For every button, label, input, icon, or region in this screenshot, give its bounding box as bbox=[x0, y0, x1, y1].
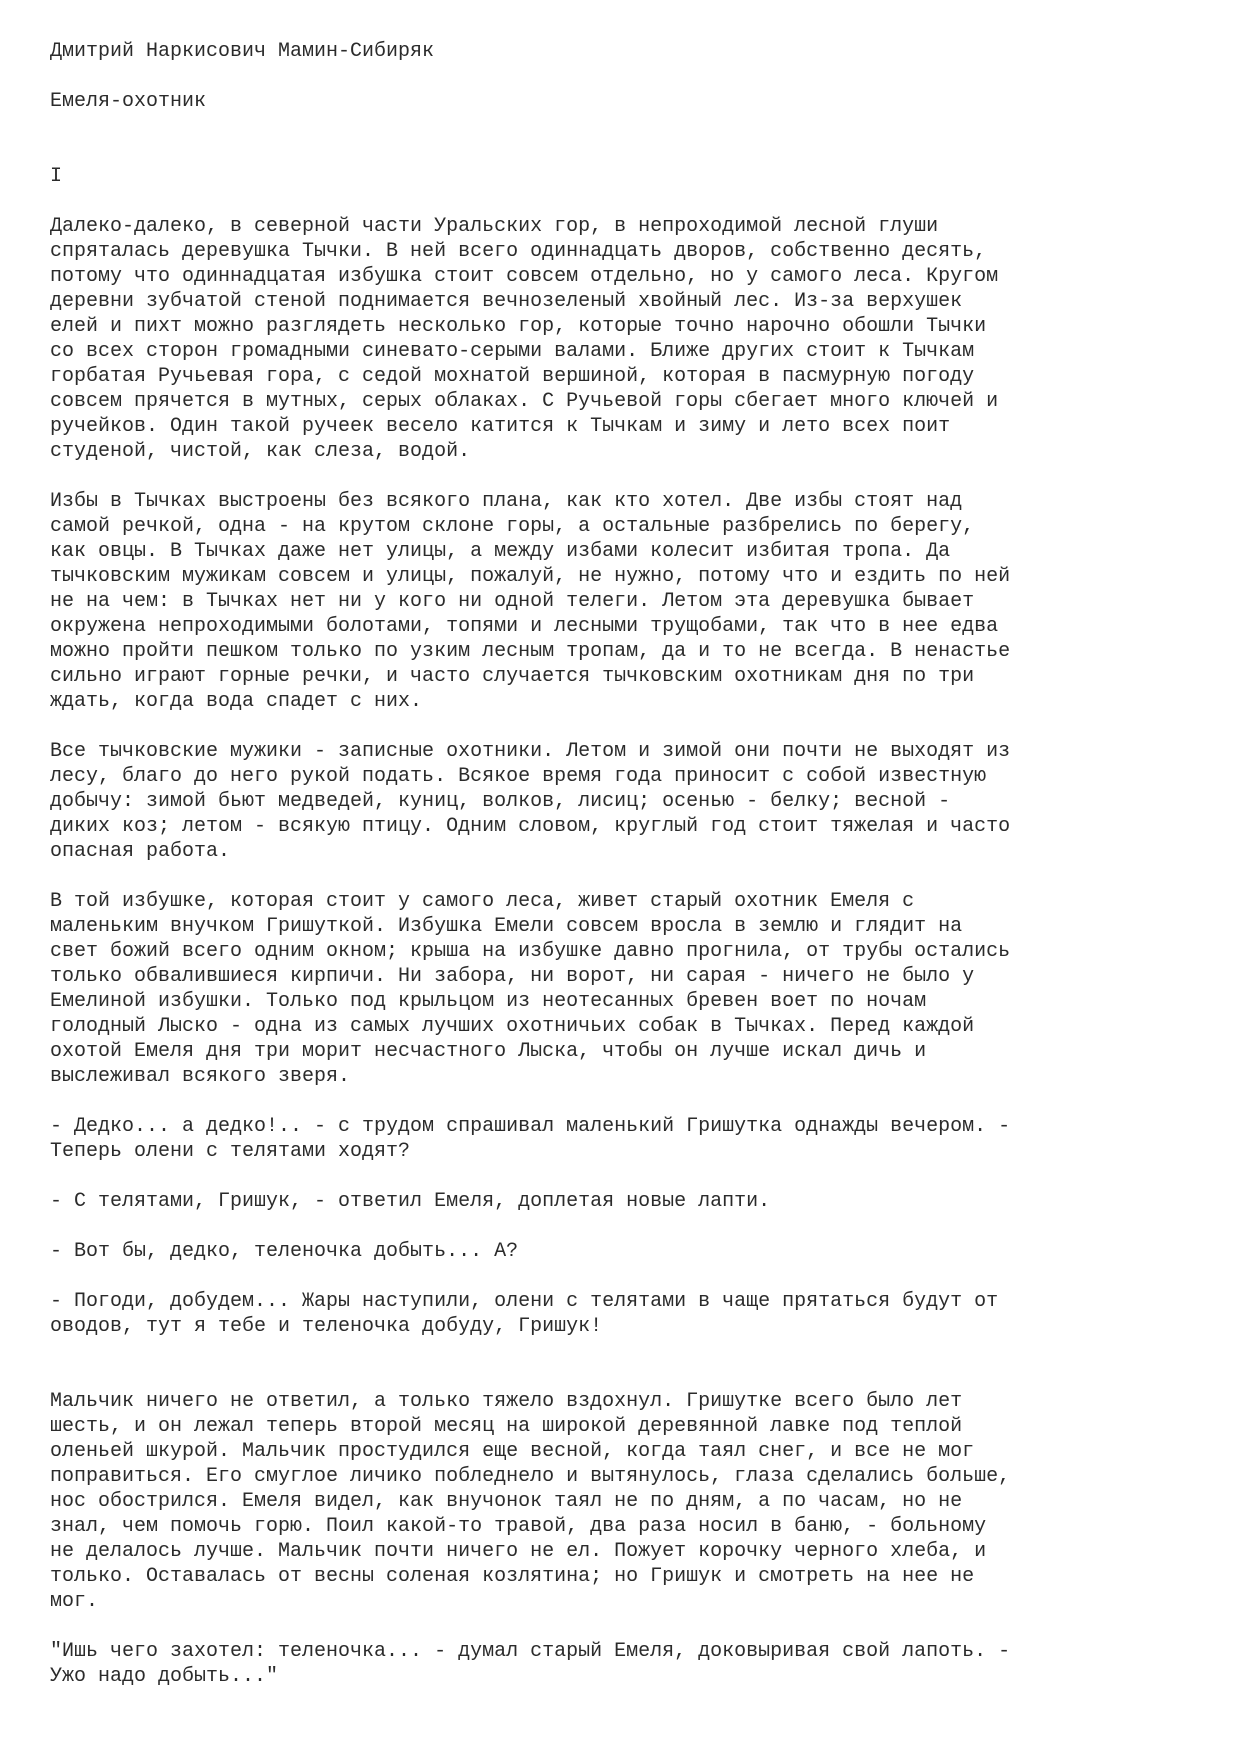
text-line: Ужо надо добыть..." bbox=[50, 1665, 279, 1688]
text-line: Далеко-далеко, в северной части Уральских гор, в непроходимой лесной глуши bbox=[50, 215, 939, 238]
text-line: добычу: зимой бьют медведей, куниц, волков, лисиц; осенью - белку; весной - bbox=[50, 790, 951, 813]
text-line: горбатая Ручьевая гора, с седой мохнатой вершиной, которая в пасмурную погоду bbox=[50, 365, 975, 388]
text-line: оленьей шкурой. Мальчик простудился еще весной, когда таял снег, и все не мог bbox=[50, 1440, 975, 1463]
document-page bbox=[50, 28, 1210, 1689]
paragraph bbox=[50, 1114, 1210, 1164]
paragraph bbox=[50, 889, 1210, 1089]
paragraph bbox=[50, 739, 1210, 864]
text-line: нос обострился. Емеля видел, как внучонок таял не по дням, а по часам, но не bbox=[50, 1490, 963, 1513]
text-line: В той избушке, которая стоит у самого леса, живет старый охотник Емеля с bbox=[50, 890, 915, 913]
text-line: мог. bbox=[50, 1590, 99, 1613]
text-line: не делалось лучше. Мальчик почти ничего не ел. Пожует корочку черного хлеба, и bbox=[50, 1540, 987, 1563]
chapter-heading: I bbox=[50, 165, 63, 188]
text-line: елей и пихт можно разглядеть несколько гор, которые точно нарочно обошли Тычки bbox=[50, 315, 987, 338]
author-name: Дмитрий Наркисович Мамин-Сибиряк bbox=[50, 40, 435, 63]
text-line: оводов, тут я тебе и теленочка добуду, Гришук! bbox=[50, 1315, 603, 1338]
text-line: деревни зубчатой стеной поднимается вечнозеленый хвойный лес. Из-за верхушек bbox=[50, 290, 963, 313]
text-line: свет божий всего одним окном; крыша на избушке давно прогнила, от трубы остались bbox=[50, 940, 1011, 963]
text-line: только. Оставалась от весны соленая козлятина; но Гришук и смотреть на нее не bbox=[50, 1565, 975, 1588]
text-line: Мальчик ничего не ответил, а только тяжело вздохнул. Гришутке всего было лет bbox=[50, 1390, 963, 1413]
text-line: маленьким внучком Гришуткой. Избушка Емели совсем вросла в землю и глядит на bbox=[50, 915, 963, 938]
paragraph bbox=[50, 489, 1210, 714]
text-line: выслеживал всякого зверя. bbox=[50, 1065, 351, 1088]
text-line: спряталась деревушка Тычки. В ней всего одиннадцать дворов, собственно десять, bbox=[50, 240, 987, 263]
paragraph bbox=[50, 1289, 1210, 1339]
text-line: Избы в Тычках выстроены без всякого плана, как кто хотел. Две избы стоят над bbox=[50, 490, 963, 513]
text-line: окружена непроходимыми болотами, топями и лесными трущобами, так что в нее едва bbox=[50, 615, 999, 638]
text-line: диких коз; летом - всякую птицу. Одним словом, круглый год стоит тяжелая и часто bbox=[50, 815, 1011, 838]
text-line: Теперь олени с телятами ходят? bbox=[50, 1140, 411, 1163]
text-line: - Погоди, добудем... Жары наступили, олени с телятами в чаще прятаться будут от bbox=[50, 1290, 999, 1313]
text-line: не на чем: в Тычках нет ни у кого ни одной телеги. Летом эта деревушка бывает bbox=[50, 590, 975, 613]
story-body bbox=[50, 214, 1210, 1689]
text-line: знал, чем помочь горю. Поил какой-то травой, два раза носил в баню, - больному bbox=[50, 1515, 987, 1538]
text-line: опасная работа. bbox=[50, 840, 231, 863]
text-line: сильно играют горные речки, и часто случается тычковским охотникам дня по три bbox=[50, 665, 975, 688]
paragraph bbox=[50, 1239, 1210, 1264]
text-line: Емелиной избушки. Только под крыльцом из неотесанных бревен воет по ночам bbox=[50, 990, 927, 1013]
text-line: поправиться. Его смуглое личико побледнело и вытянулось, глаза сделались больше, bbox=[50, 1465, 1011, 1488]
paragraph bbox=[50, 1389, 1210, 1614]
text-line: со всех сторон громадными синевато-серыми валами. Ближе других стоит к Тычкам bbox=[50, 340, 975, 363]
text-line: ручейков. Один такой ручеек весело катится к Тычкам и зиму и лето всех поит bbox=[50, 415, 951, 438]
paragraph bbox=[50, 1189, 1210, 1214]
text-line: тычковским мужикам совсем и улицы, пожалуй, не нужно, потому что и ездить по ней bbox=[50, 565, 1011, 588]
text-line: голодный Лыско - одна из самых лучших охотничьих собак в Тычках. Перед каждой bbox=[50, 1015, 975, 1038]
text-line: - С телятами, Гришук, - ответил Емеля, доплетая новые лапти. bbox=[50, 1190, 771, 1213]
text-line: - Вот бы, дедко, теленочка добыть... А? bbox=[50, 1240, 519, 1263]
text-line: - Дедко... а дедко!.. - с трудом спрашивал маленький Гришутка однажды вечером. - bbox=[50, 1115, 1011, 1138]
story-title: Емеля-охотник bbox=[50, 90, 207, 113]
text-line: ждать, когда вода спадет с них. bbox=[50, 690, 423, 713]
text-line: "Ишь чего захотел: теленочка... - думал старый Емеля, доковыривая свой лапоть. - bbox=[50, 1640, 1011, 1663]
text-line: потому что одиннадцатая избушка стоит совсем отдельно, но у самого леса. Кругом bbox=[50, 265, 999, 288]
text-line: охотой Емеля дня три морит несчастного Лыска, чтобы он лучше искал дичь и bbox=[50, 1040, 927, 1063]
text-line: только обвалившиеся кирпичи. Ни забора, ни ворот, ни сарая - ничего не было у bbox=[50, 965, 975, 988]
text-line: самой речкой, одна - на крутом склоне горы, а остальные разбрелись по берегу, bbox=[50, 515, 975, 538]
text-line: как овцы. В Тычках даже нет улицы, а между избами колесит избитая тропа. Да bbox=[50, 540, 951, 563]
text-line: можно пройти пешком только по узким лесным тропам, да и то не всегда. В ненастье bbox=[50, 640, 1011, 663]
text-line: лесу, благо до него рукой подать. Всякое время года приносит с собой известную bbox=[50, 765, 987, 788]
text-line: Все тычковские мужики - записные охотники. Летом и зимой они почти не выходят из bbox=[50, 740, 1011, 763]
paragraph bbox=[50, 214, 1210, 464]
text-line: совсем прячется в мутных, серых облаках. С Ручьевой горы сбегает много ключей и bbox=[50, 390, 999, 413]
text-line: шесть, и он лежал теперь второй месяц на широкой деревянной лавке под теплой bbox=[50, 1415, 963, 1438]
paragraph bbox=[50, 1639, 1210, 1689]
text-line: студеной, чистой, как слеза, водой. bbox=[50, 440, 471, 463]
